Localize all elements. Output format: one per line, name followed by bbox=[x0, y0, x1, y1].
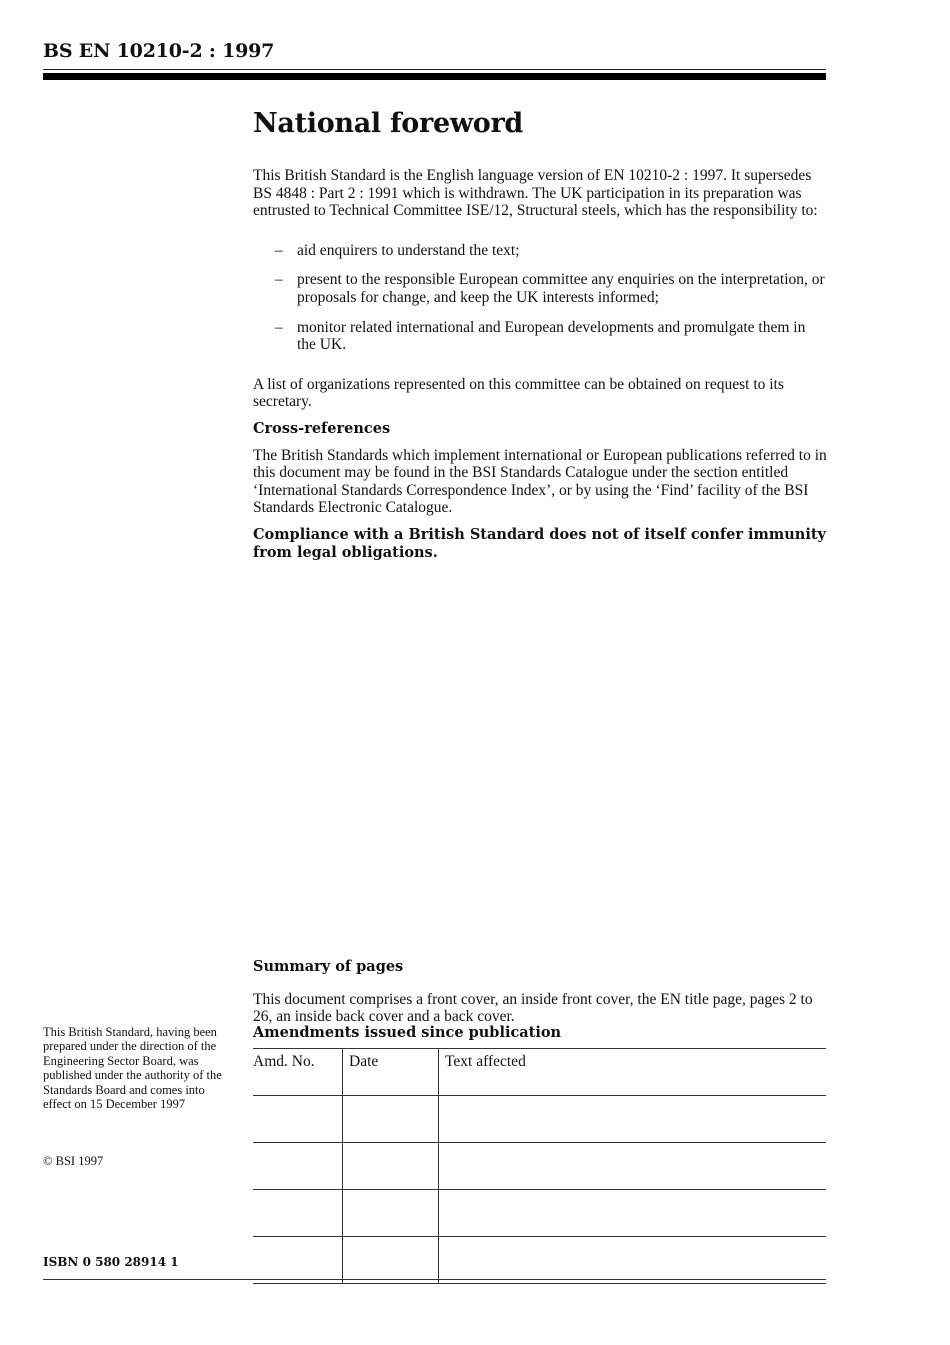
table-header-row bbox=[253, 1049, 826, 1096]
table-cell bbox=[439, 1190, 827, 1237]
column-header-amd-no: Amd. No. bbox=[253, 1049, 343, 1096]
header-thick-rule bbox=[43, 73, 826, 80]
table-cell bbox=[343, 1096, 439, 1143]
dash-marker: – bbox=[275, 271, 283, 289]
header-thin-rule bbox=[43, 69, 826, 70]
intro-paragraph: This British Standard is the English language version of EN 10210-2 : 1997. It supersedes BS 4848 : Part 2 : 1991 which is withdrawn. The UK participation in its preparation was entrusted to Technical Committee ISE/12, Structural steels, which has the responsibility to: bbox=[253, 167, 818, 220]
table-cell bbox=[253, 1237, 343, 1284]
page-title: National foreword bbox=[253, 108, 523, 139]
table-row bbox=[253, 1190, 826, 1237]
table-row bbox=[253, 1096, 826, 1143]
list-item bbox=[253, 242, 828, 260]
copyright-notice: © BSI 1997 bbox=[43, 1154, 104, 1168]
summary-heading: Summary of pages bbox=[253, 957, 404, 975]
table-cell bbox=[439, 1237, 827, 1284]
table-cell bbox=[343, 1143, 439, 1190]
responsibilities-list bbox=[253, 242, 828, 354]
amendments-heading: Amendments issued since publication bbox=[253, 1024, 562, 1041]
publication-note: This British Standard, having been prepared under the direction of the Engineering Sector Board, was published under the authority of the Standards Board and comes into effect on 15 December 1997 bbox=[43, 1025, 222, 1112]
footer-rule bbox=[43, 1279, 826, 1280]
table-cell bbox=[439, 1143, 827, 1190]
amendments-table bbox=[253, 1048, 826, 1284]
document-id-header: BS EN 10210-2 : 1997 bbox=[43, 40, 275, 62]
column-header-text-affected: Text affected bbox=[439, 1049, 827, 1096]
table-cell bbox=[439, 1096, 827, 1143]
column-header-date: Date bbox=[343, 1049, 439, 1096]
table-row bbox=[253, 1143, 826, 1190]
cross-references-heading: Cross-references bbox=[253, 419, 391, 437]
cross-references-paragraph: The British Standards which implement international or European publications referred to in this document may be found in the BSI Standards Catalogue under the section entitled ‘International Standards Correspondence Index’, or by using the ‘Find’ facility of the BSI Standards Electronic Catalogue. bbox=[253, 446, 827, 517]
summary-paragraph: This document comprises a front cover, an inside front cover, the EN title page, pages 2 to 26, an inside back cover and a back cover. bbox=[253, 990, 813, 1026]
list-item-text: aid enquirers to understand the text; bbox=[297, 241, 520, 259]
list-item bbox=[253, 271, 828, 306]
organizations-paragraph: A list of organizations represented on this committee can be obtained on request to its secretary. bbox=[253, 375, 784, 411]
table-cell bbox=[343, 1190, 439, 1237]
national-foreword-section bbox=[253, 106, 828, 561]
dash-marker: – bbox=[275, 318, 283, 336]
dash-marker: – bbox=[275, 241, 283, 259]
table-cell bbox=[253, 1143, 343, 1190]
table-cell bbox=[253, 1190, 343, 1237]
table-row bbox=[253, 1237, 826, 1284]
list-item-text: present to the responsible European committee any enquiries on the interpretation, or proposals for change, and keep the UK interests informed; bbox=[297, 271, 825, 306]
list-item bbox=[253, 319, 828, 354]
compliance-statement: Compliance with a British Standard does not of itself confer immunity from legal obligations. bbox=[253, 525, 826, 561]
list-item-text: monitor related international and European developments and promulgate them in the UK. bbox=[297, 318, 806, 354]
isbn-number: ISBN 0 580 28914 1 bbox=[43, 1255, 179, 1269]
table-cell bbox=[253, 1096, 343, 1143]
table-cell bbox=[343, 1237, 439, 1284]
